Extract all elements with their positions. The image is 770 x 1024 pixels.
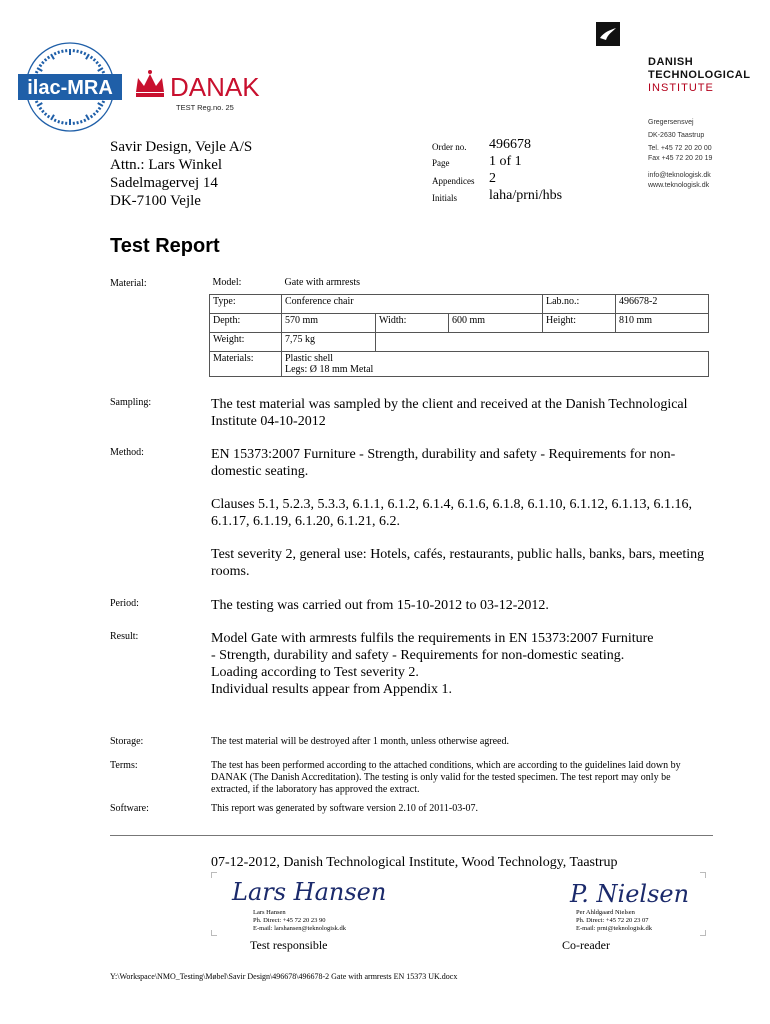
type-label: Type: (210, 295, 282, 314)
phone: Tel. +45 72 20 20 00 (648, 145, 712, 152)
divider (110, 835, 713, 836)
frame-corner (211, 930, 217, 936)
period-label: Period: (110, 598, 139, 609)
signoff-line: 07-12-2012, Danish Technological Institute, Wood Technology, Taastrup (211, 855, 618, 870)
crown-icon (136, 70, 164, 97)
signature-text: Lars Hansen (232, 878, 387, 906)
method-severity: Test severity 2, general use: Hotels, cafés, restaurants, public halls, banks, bars, meeting rooms. (211, 547, 705, 579)
address-line: Attn.: Lars Winkel (110, 157, 223, 173)
signer2-role: Co-reader (562, 938, 610, 952)
method-standard: EN 15373:2007 Furniture - Strength, durability and safety - Requirements for non-domestic seating. (211, 447, 676, 479)
terms-label: Terms: (110, 760, 138, 771)
website: www.teknologisk.dk (648, 182, 710, 189)
result-line: Model Gate with armrests fulfils the requirements in EN 15373:2007 Furniture (211, 631, 654, 646)
period-text: The testing was carried out from 15-10-2012 to 03-12-2012. (211, 598, 549, 613)
institute-name-line: INSTITUTE (648, 82, 714, 94)
address-street: Gregersensvej (648, 119, 694, 126)
materials-value (282, 352, 709, 377)
address-line: DK-7100 Vejle (110, 193, 201, 209)
signer-email: E-mail: larshansen@teknologisk.dk (253, 925, 346, 932)
institute-name-line: DANISH (648, 56, 694, 68)
model-value: Gate with armrests (282, 276, 709, 295)
fax: Fax +45 72 20 20 19 (648, 155, 713, 162)
report-title: Test Report (110, 235, 220, 257)
signature-lars-hansen (228, 872, 387, 908)
table-row (210, 352, 709, 377)
appendices-value: 2 (489, 171, 496, 186)
materials-line: Legs: Ø 18 mm Metal (285, 364, 374, 375)
weight-value: 7,75 kg (282, 333, 376, 352)
height-value: 810 mm (616, 314, 709, 333)
institute-name-line: TECHNOLOGICAL (648, 69, 751, 81)
storage-label: Storage: (110, 736, 144, 747)
ilac-mra-logo (12, 38, 128, 136)
address-line: Sadelmagervej 14 (110, 175, 218, 191)
page-label: Page (432, 158, 450, 168)
result-line: Individual results appear from Appendix 1. (211, 682, 453, 697)
page-value: 1 of 1 (489, 154, 522, 169)
sampling-text: The test material was sampled by the client and received at the Danish Technological Institute 04-10-2012 (211, 397, 688, 429)
labno-value: 496678-2 (616, 295, 709, 314)
material-label: Material: (110, 278, 147, 289)
signature-per-nielsen (570, 872, 690, 912)
signer-phone: Ph. Direct: +45 72 20 23 90 (253, 917, 326, 924)
materials-label: Materials: (210, 352, 282, 377)
frame-corner (211, 872, 217, 878)
ilac-logo-text: ilac-MRA (27, 77, 113, 99)
signer-name: Lars Hansen (253, 909, 286, 916)
terms-text: The test has been performed according to the attached conditions, which are according to the guidelines laid down by DANAK (The Danish Accreditation). The testing is only valid for the tested specimen. The test report may only be extracted, if the laboratory has approved the extract. (211, 760, 681, 795)
materials-line: Plastic shell (285, 353, 334, 364)
signer1-role: Test responsible (250, 938, 328, 952)
type-value: Conference chair (282, 295, 543, 314)
width-value: 600 mm (449, 314, 543, 333)
result-line: Loading according to Test severity 2. (211, 665, 419, 680)
order-no-value: 496678 (489, 137, 531, 152)
order-no-label: Order no. (432, 142, 467, 152)
material-table (209, 276, 709, 377)
signature-text: P. Nielsen (570, 880, 690, 908)
software-text: This report was generated by software version 2.10 of 2011-03-07. (211, 803, 479, 814)
storage-text: The test material will be destroyed after 1 month, unless otherwise agreed. (211, 736, 509, 747)
initials-label: Initials (432, 193, 457, 203)
institute-address (648, 118, 712, 191)
depth-label: Depth: (210, 314, 282, 333)
danak-logo-text: DANAK (170, 72, 260, 102)
email: info@teknologisk.dk (648, 172, 711, 179)
table-row (210, 276, 709, 295)
institute-name (648, 56, 750, 95)
signer1-details (253, 909, 346, 933)
result-label: Result: (110, 631, 139, 642)
sampling-label: Sampling: (110, 397, 152, 408)
signer-phone: Ph. Direct: +45 72 20 23 07 (576, 917, 649, 924)
address-city: DK-2630 Taastrup (648, 132, 705, 139)
danak-reg-text: TEST Reg.no. 25 (176, 103, 234, 112)
model-label: Model: (210, 276, 282, 295)
initials-value: laha/prni/hbs (489, 188, 563, 203)
signer2-details (576, 909, 652, 933)
dti-logo-icon (596, 22, 620, 46)
empty-cell (376, 333, 709, 352)
height-label: Height: (543, 314, 616, 333)
method-label: Method: (110, 447, 144, 458)
frame-corner (700, 930, 706, 936)
danak-logo (132, 66, 282, 116)
address-line: Savir Design, Vejle A/S (110, 139, 253, 155)
result-line: - Strength, durability and safety - Requirements for non-domestic seating. (211, 648, 625, 663)
table-row (210, 333, 709, 352)
depth-value: 570 mm (282, 314, 376, 333)
footer-file-path: Y:\Workspace\NMO_Testing\Møbel\Savir Design\496678\496678-2 Gate with armrests EN 15373 UK.docx (110, 972, 458, 981)
signer-email: E-mail: prni@teknologisk.dk (576, 925, 653, 932)
weight-label: Weight: (210, 333, 282, 352)
width-label: Width: (376, 314, 449, 333)
signer-name: Per Ahldgaard Nielsen (576, 909, 635, 916)
appendices-label: Appendices (432, 176, 475, 186)
recipient-address (110, 138, 252, 210)
table-row (210, 295, 709, 314)
software-label: Software: (110, 803, 149, 814)
labno-label: Lab.no.: (543, 295, 616, 314)
frame-corner (700, 872, 706, 878)
result-text (211, 630, 711, 698)
method-clauses: Clauses 5.1, 5.2.3, 5.3.3, 6.1.1, 6.1.2, 6.1.4, 6.1.6, 6.1.8, 6.1.10, 6.1.12, 6.1.13, 6.1.16, 6.1.17, 6.1.19, 6.1.20, 6.1.21, 6.2. (211, 497, 693, 529)
table-row (210, 314, 709, 333)
